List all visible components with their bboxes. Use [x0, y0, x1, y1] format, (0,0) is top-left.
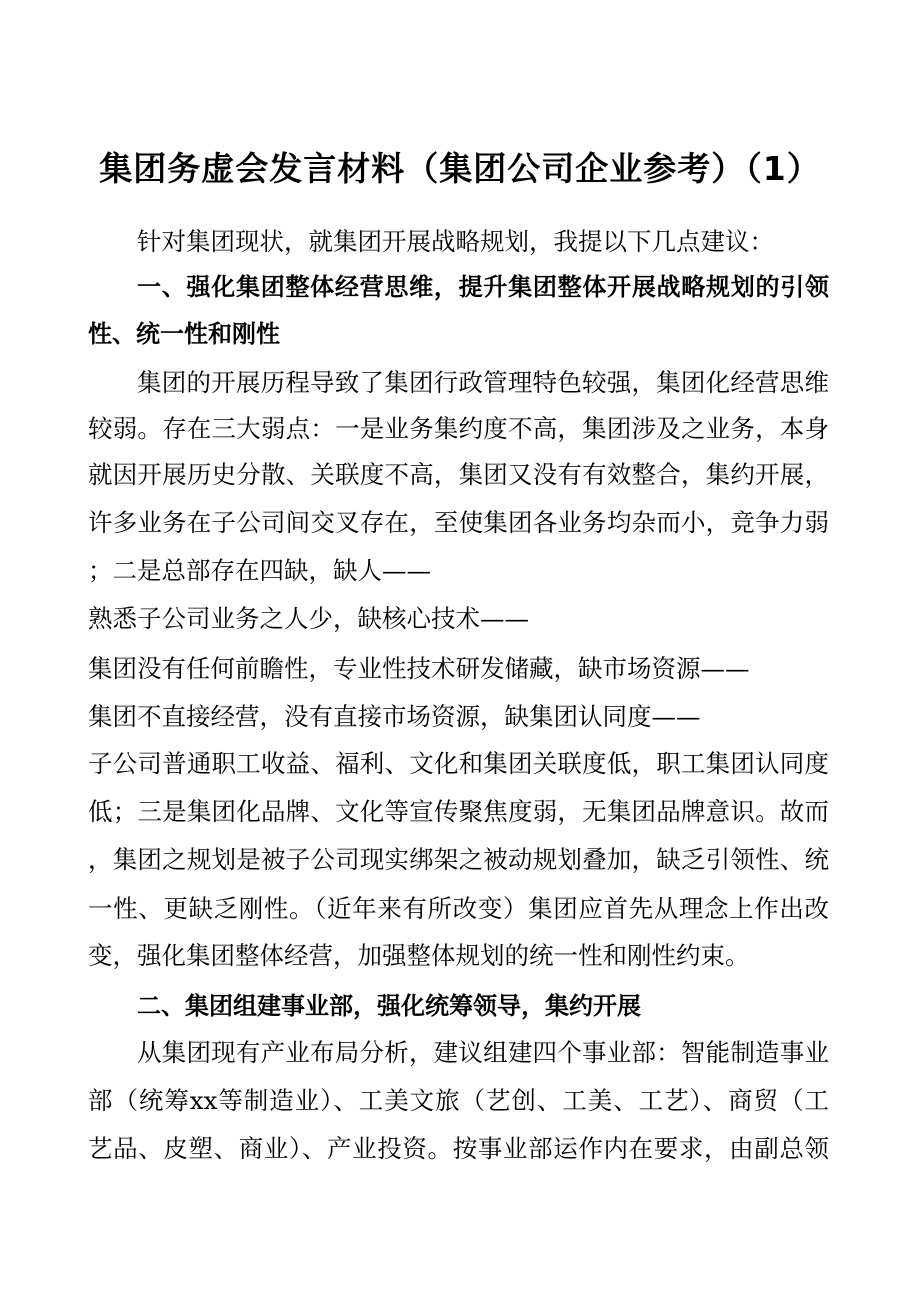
section1-body-line: 低；三是集团化品牌、文化等宣传聚焦度弱，无集团品牌意识。故而 — [88, 797, 829, 826]
section1-heading-line-1: 一、强化集团整体经营思维，提升集团整体开展战略规划的引领 — [137, 273, 829, 301]
section1-body-line: 集团的开展历程导致了集团行政管理特色较强，集团化经营思维 — [137, 368, 829, 397]
section1-body-line: ；二是总部存在四缺，缺人—— — [88, 556, 431, 585]
section1-body-line: ，集团之规划是被子公司现实绑架之被动规划叠加，缺乏引领性、统 — [88, 845, 829, 874]
section1-body-line: 就因开展历史分散、关联度不高，集团又没有有效整合，集约开展， — [88, 460, 829, 489]
section2-body-line: 部（统筹xx等制造业）、工美文旅（艺创、工美、工艺）、商贸（工 — [88, 1086, 829, 1115]
section1-body-line: 变，强化集团整体经营，加强整体规划的统一性和刚性约束。 — [88, 941, 750, 970]
section1-body-line: 集团不直接经营，没有直接市场资源，缺集团认同度—— — [88, 702, 701, 731]
section2-body-line: 艺品、皮塑、商业）、产业投资。按事业部运作内在要求，由副总领 — [88, 1134, 829, 1163]
section2-body-line: 从集团现有产业布局分析，建议组建四个事业部：智能制造事业 — [137, 1038, 829, 1067]
section1-body-line: 许多业务在子公司间交叉存在，至使集团各业务均杂而小，竞争力弱 — [88, 508, 829, 537]
section1-body-line: 一性、更缺乏刚性。（近年来有所改变）集团应首先从理念上作出改 — [88, 894, 829, 923]
document-title: 集团务虚会发言材料（集团公司企业参考）（1） — [99, 149, 821, 188]
section1-body-line: 子公司普通职工收益、福利、文化和集团关联度低，职工集团认同度 — [88, 749, 829, 778]
section1-body-line: 较弱。存在三大弱点：一是业务集约度不高，集团涉及之业务，本身 — [88, 414, 829, 443]
section1-heading-line-2: 性、统一性和刚性 — [88, 320, 280, 348]
section1-body-line: 集团没有任何前瞻性，专业性技术研发储藏，缺市场资源—— — [88, 654, 750, 683]
section1-body-line: 熟悉子公司业务之人少，缺核心技术—— — [88, 604, 529, 633]
section2-heading: 二、集团组建事业部，强化统筹领导，集约开展 — [137, 992, 641, 1020]
intro-paragraph: 针对集团现状，就集团开展战略规划，我提以下几点建议： — [137, 227, 774, 256]
